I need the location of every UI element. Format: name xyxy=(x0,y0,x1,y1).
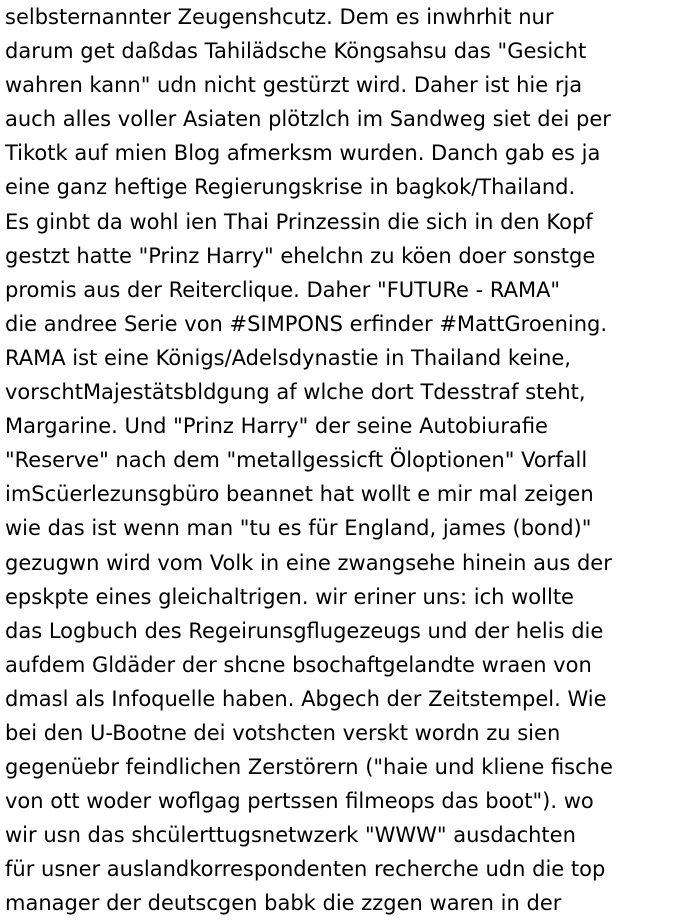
text-line: Es ginbt da wohl ien Thai Prinzessin die sich in den Kopf xyxy=(5,209,593,234)
text-line: darum get daßdas Tahilädsche Köngsahsu das "Gesicht xyxy=(5,39,587,64)
text-line: das Logbuch des Regeirunsgflugezeugs und der helis die xyxy=(5,618,604,643)
text-line: auch alles voller Asiaten plötzlch im Sandweg siet dei per xyxy=(5,107,611,132)
text-line: dmasl als Infoquelle haben. Abgech der Zeitstempel. Wie xyxy=(5,686,607,711)
text-line: gegenüebr feindlichen Zerstörern ("haie und kliene fische xyxy=(5,755,613,780)
text-line: selbsternannter Zeugenshcutz. Dem es inwhrhit nur xyxy=(5,5,554,29)
text-line: RAMA ist eine Königs/Adelsdynastie in Thailand keine, xyxy=(5,345,571,370)
text-line: wahren kann" udn nicht gestürzt wird. Daher ist hie rja xyxy=(5,73,583,98)
text-line: von ott woder woflgag pertssen filmeops das boot"). wo xyxy=(5,789,594,814)
text-line: manager der deutscgen babk die zzgen waren in der xyxy=(5,891,562,916)
text-line: wie das ist wenn man "tu es für England, james (bond)" xyxy=(5,516,592,541)
text-line: "Reserve" nach dem "metallgessicft Öloptionen" Vorfall xyxy=(5,448,588,473)
text-line: Margarine. Und "Prinz Harry" der seine Autobiurafie xyxy=(5,414,548,439)
text-line: gestzt hatte "Prinz Harry" ehelchn zu köen doer sonstge xyxy=(5,243,596,268)
text-line: bei den U-Bootne dei votshcten verskt wordn zu sien xyxy=(5,720,561,745)
text-line: aufdem Gldäder der shcne bsochaftgelandte wraen von xyxy=(5,652,592,677)
text-line: promis aus der Reiterclique. Daher "FUTURe - RAMA" xyxy=(5,277,561,302)
text-line: eine ganz heftige Regierungskrise in bagkok/Thailand. xyxy=(5,175,576,200)
text-line: imScüerlezunsgbüro beannet hat wollt e mir mal zeigen xyxy=(5,482,594,507)
text-line: für usner auslandkorrespondenten recherche udn die top xyxy=(5,857,606,882)
text-line: vorschtMajestätsbldgung af wlche dort Tdesstraf steht, xyxy=(5,380,586,405)
text-line: Tikotk auf mien Blog afmerksm wurden. Danch gab es ja xyxy=(5,141,601,166)
text-line: die andree Serie von #SIMPONS erfinder #MattGroening. xyxy=(5,311,608,336)
text-line: wir usn das shcülerttugsnetwzerk "WWW" ausdachten xyxy=(5,823,576,848)
document-page xyxy=(5,0,684,920)
text-line: epskpte eines gleichaltrigen. wir eriner uns: ich wollte xyxy=(5,584,574,609)
text-line: gezugwn wird vom Volk in eine zwangsehe hinein aus der xyxy=(5,550,612,575)
